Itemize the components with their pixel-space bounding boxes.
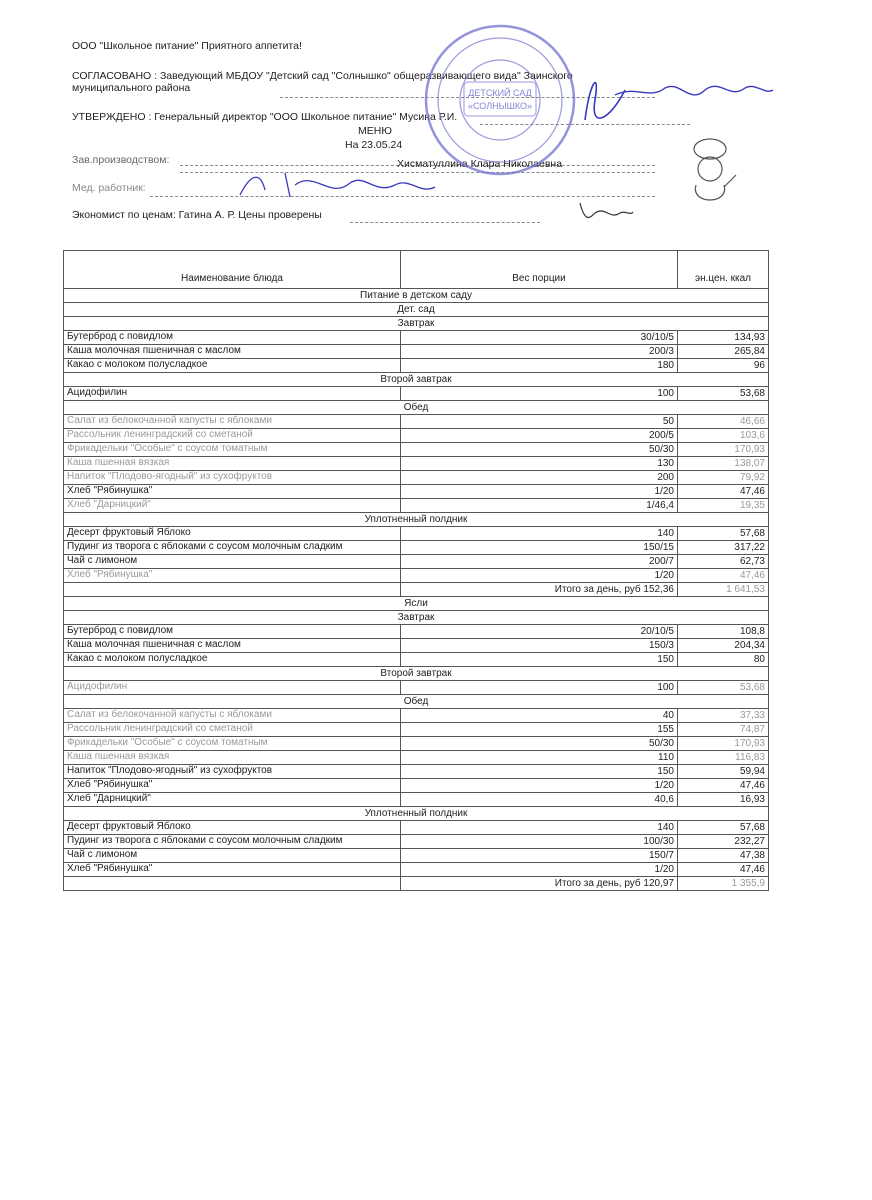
portion-weight: 150	[401, 765, 678, 779]
table-row	[64, 485, 769, 499]
kcal-value: 46,66	[678, 415, 769, 429]
empty-cell	[64, 583, 401, 597]
dish-name: Каша пшенная вязкая	[64, 751, 401, 765]
kcal-value: 204,34	[678, 639, 769, 653]
kcal-value: 47,38	[678, 849, 769, 863]
dish-name: Чай с лимоном	[64, 849, 401, 863]
table-row	[64, 499, 769, 513]
portion-weight: 40	[401, 709, 678, 723]
dish-name: Напиток "Плодово-ягодный" из сухофруктов	[64, 471, 401, 485]
portion-weight: 50	[401, 415, 678, 429]
dish-name: Чай с лимоном	[64, 555, 401, 569]
kcal-value: 37,33	[678, 709, 769, 723]
portion-weight: 1/20	[401, 863, 678, 877]
kcal-value: 47,46	[678, 863, 769, 877]
portion-weight: 150/7	[401, 849, 678, 863]
svg-text:ДЕТСКИЙ САД: ДЕТСКИЙ САД	[468, 88, 532, 98]
signature-economist	[575, 198, 635, 228]
kcal-value: 53,68	[678, 681, 769, 695]
section-label: Дет. сад	[64, 303, 769, 317]
dish-name: Какао с молоком полусладкое	[64, 653, 401, 667]
table-row	[64, 835, 769, 849]
section-label: Обед	[64, 695, 769, 709]
table-row	[64, 457, 769, 471]
section-row	[64, 513, 769, 527]
section-row	[64, 303, 769, 317]
section-row	[64, 597, 769, 611]
portion-weight: 180	[401, 359, 678, 373]
empty-cell	[64, 877, 401, 891]
kcal-value: 47,46	[678, 569, 769, 583]
kcal-value: 103,6	[678, 429, 769, 443]
signature-head	[555, 60, 780, 130]
portion-weight: 130	[401, 457, 678, 471]
table-row	[64, 821, 769, 835]
portion-weight: 100	[401, 681, 678, 695]
dish-name: Фрикадельки "Особые" с соусом томатным	[64, 443, 401, 457]
head-of-production-label: Зав.производством:	[72, 154, 170, 166]
dish-name: Рассольник ленинградский со сметаной	[64, 723, 401, 737]
kcal-value: 96	[678, 359, 769, 373]
menu-table-body	[64, 251, 769, 891]
dish-name: Ацидофилин	[64, 681, 401, 695]
table-row	[64, 415, 769, 429]
portion-weight: 140	[401, 821, 678, 835]
table-row	[64, 863, 769, 877]
agreed-line-2: муниципального района	[72, 82, 191, 94]
total-label: Итого за день, руб 152,36	[401, 583, 678, 597]
dish-name: Хлеб "Дарницкий"	[64, 499, 401, 513]
section-label: Второй завтрак	[64, 667, 769, 681]
portion-weight: 100/30	[401, 835, 678, 849]
total-label: Итого за день, руб 120,97	[401, 877, 678, 891]
section-label: Обед	[64, 401, 769, 415]
total-kcal: 1 641,53	[678, 583, 769, 597]
table-row	[64, 527, 769, 541]
divider	[350, 222, 540, 223]
kcal-value: 16,93	[678, 793, 769, 807]
section-label: Уплотненный полдник	[64, 807, 769, 821]
portion-weight: 30/10/5	[401, 331, 678, 345]
chef-illustration	[680, 135, 740, 215]
portion-weight: 150	[401, 653, 678, 667]
kcal-value: 53,68	[678, 387, 769, 401]
section-row	[64, 667, 769, 681]
portion-weight: 1/20	[401, 569, 678, 583]
kcal-value: 47,46	[678, 485, 769, 499]
table-row	[64, 443, 769, 457]
section-row	[64, 807, 769, 821]
portion-weight: 200/3	[401, 345, 678, 359]
table-row	[64, 429, 769, 443]
kcal-value: 265,84	[678, 345, 769, 359]
kcal-value: 134,93	[678, 331, 769, 345]
dish-name: Салат из белокочанной капусты с яблоками	[64, 709, 401, 723]
section-label: Завтрак	[64, 317, 769, 331]
table-row	[64, 331, 769, 345]
dish-name: Напиток "Плодово-ягодный" из сухофруктов	[64, 765, 401, 779]
portion-weight: 1/20	[401, 485, 678, 499]
portion-weight: 200/5	[401, 429, 678, 443]
dish-name: Салат из белокочанной капусты с яблоками	[64, 415, 401, 429]
table-row	[64, 779, 769, 793]
dish-name: Пудинг из творога с яблоками с соусом молочным сладким	[64, 541, 401, 555]
portion-weight: 40,6	[401, 793, 678, 807]
table-row	[64, 681, 769, 695]
dish-name: Хлеб "Рябинушка"	[64, 569, 401, 583]
section-label: Питание в детском саду	[64, 289, 769, 303]
kcal-value: 170,93	[678, 443, 769, 457]
kcal-value: 170,93	[678, 737, 769, 751]
portion-weight: 140	[401, 527, 678, 541]
section-label: Уплотненный полдник	[64, 513, 769, 527]
table-row	[64, 737, 769, 751]
portion-weight: 1/46,4	[401, 499, 678, 513]
table-row	[64, 639, 769, 653]
dish-name: Рассольник ленинградский со сметаной	[64, 429, 401, 443]
table-row	[64, 849, 769, 863]
total-kcal: 1 355,9	[678, 877, 769, 891]
section-row	[64, 401, 769, 415]
table-row	[64, 471, 769, 485]
dish-name: Ацидофилин	[64, 387, 401, 401]
section-label: Завтрак	[64, 611, 769, 625]
portion-weight: 20/10/5	[401, 625, 678, 639]
kcal-value: 59,94	[678, 765, 769, 779]
menu-table	[63, 250, 769, 891]
portion-weight: 50/30	[401, 443, 678, 457]
kcal-value: 74,87	[678, 723, 769, 737]
section-row	[64, 695, 769, 709]
svg-text:«СОЛНЫШКО»: «СОЛНЫШКО»	[468, 101, 532, 111]
dish-name: Десерт фруктовый Яблоко	[64, 821, 401, 835]
kcal-value: 317,22	[678, 541, 769, 555]
menu-title: МЕНЮ	[358, 125, 392, 137]
menu-date: На 23.05.24	[345, 139, 403, 151]
table-row	[64, 359, 769, 373]
total-row	[64, 877, 769, 891]
kcal-value: 80	[678, 653, 769, 667]
kcal-value: 108,8	[678, 625, 769, 639]
approved-line: УТВЕРЖДЕНО : Генеральный директор "ООО Школьное питание" Мусина Р.И.	[72, 111, 458, 123]
section-row	[64, 373, 769, 387]
kcal-value: 232,27	[678, 835, 769, 849]
kcal-value: 79,92	[678, 471, 769, 485]
portion-weight: 110	[401, 751, 678, 765]
dish-name: Хлеб "Рябинушка"	[64, 779, 401, 793]
table-row	[64, 345, 769, 359]
table-row	[64, 709, 769, 723]
table-row	[64, 625, 769, 639]
medical-label: Мед. работник:	[72, 182, 146, 194]
portion-weight: 155	[401, 723, 678, 737]
header-kcal: эн.цен. ккал	[678, 251, 769, 289]
table-row	[64, 541, 769, 555]
table-row	[64, 793, 769, 807]
kcal-value: 138,07	[678, 457, 769, 471]
kcal-value: 57,68	[678, 821, 769, 835]
economist-line: Экономист по ценам: Гатина А. Р. Цены проверены	[72, 209, 322, 221]
portion-weight: 100	[401, 387, 678, 401]
portion-weight: 1/20	[401, 779, 678, 793]
section-row	[64, 289, 769, 303]
table-row	[64, 569, 769, 583]
dish-name: Каша молочная пшеничная с маслом	[64, 345, 401, 359]
kcal-value: 19,35	[678, 499, 769, 513]
dish-name: Пудинг из творога с яблоками с соусом молочным сладким	[64, 835, 401, 849]
section-row	[64, 611, 769, 625]
header-portion-weight: Вес порции	[401, 251, 678, 289]
portion-weight: 150/15	[401, 541, 678, 555]
total-row	[64, 583, 769, 597]
section-row	[64, 317, 769, 331]
head-of-production-name: Хисматуллина Клара Николаевна	[397, 158, 563, 170]
portion-weight: 50/30	[401, 737, 678, 751]
kcal-value: 62,73	[678, 555, 769, 569]
kcal-value: 47,46	[678, 779, 769, 793]
table-row	[64, 387, 769, 401]
dish-name: Фрикадельки "Особые" с соусом томатным	[64, 737, 401, 751]
portion-weight: 200	[401, 471, 678, 485]
portion-weight: 200/7	[401, 555, 678, 569]
dish-name: Хлеб "Рябинушка"	[64, 485, 401, 499]
header-dish-name: Наименование блюда	[64, 251, 401, 289]
dish-name: Десерт фруктовый Яблоко	[64, 527, 401, 541]
dish-name: Каша пшенная вязкая	[64, 457, 401, 471]
company-line: ООО "Школьное питание" Приятного аппетита!	[72, 40, 302, 52]
portion-weight: 150/3	[401, 639, 678, 653]
table-row	[64, 765, 769, 779]
section-label: Второй завтрак	[64, 373, 769, 387]
dish-name: Бутерброд с повидлом	[64, 625, 401, 639]
dish-name: Хлеб "Дарницкий"	[64, 793, 401, 807]
kcal-value: 57,68	[678, 527, 769, 541]
dish-name: Хлеб "Рябинушка"	[64, 863, 401, 877]
agreed-line-1: СОГЛАСОВАНО : Заведующий МБДОУ "Детский сад "Солнышко" общеразвивающего вида" Заинского	[72, 70, 573, 82]
dish-name: Бутерброд с повидлом	[64, 331, 401, 345]
signature-medic	[235, 165, 465, 205]
table-row	[64, 653, 769, 667]
dish-name: Какао с молоком полусладкое	[64, 359, 401, 373]
dish-name: Каша молочная пшеничная с маслом	[64, 639, 401, 653]
table-row	[64, 555, 769, 569]
section-label: Ясли	[64, 597, 769, 611]
kcal-value: 116,83	[678, 751, 769, 765]
table-header-row	[64, 251, 769, 289]
table-row	[64, 751, 769, 765]
table-row	[64, 723, 769, 737]
